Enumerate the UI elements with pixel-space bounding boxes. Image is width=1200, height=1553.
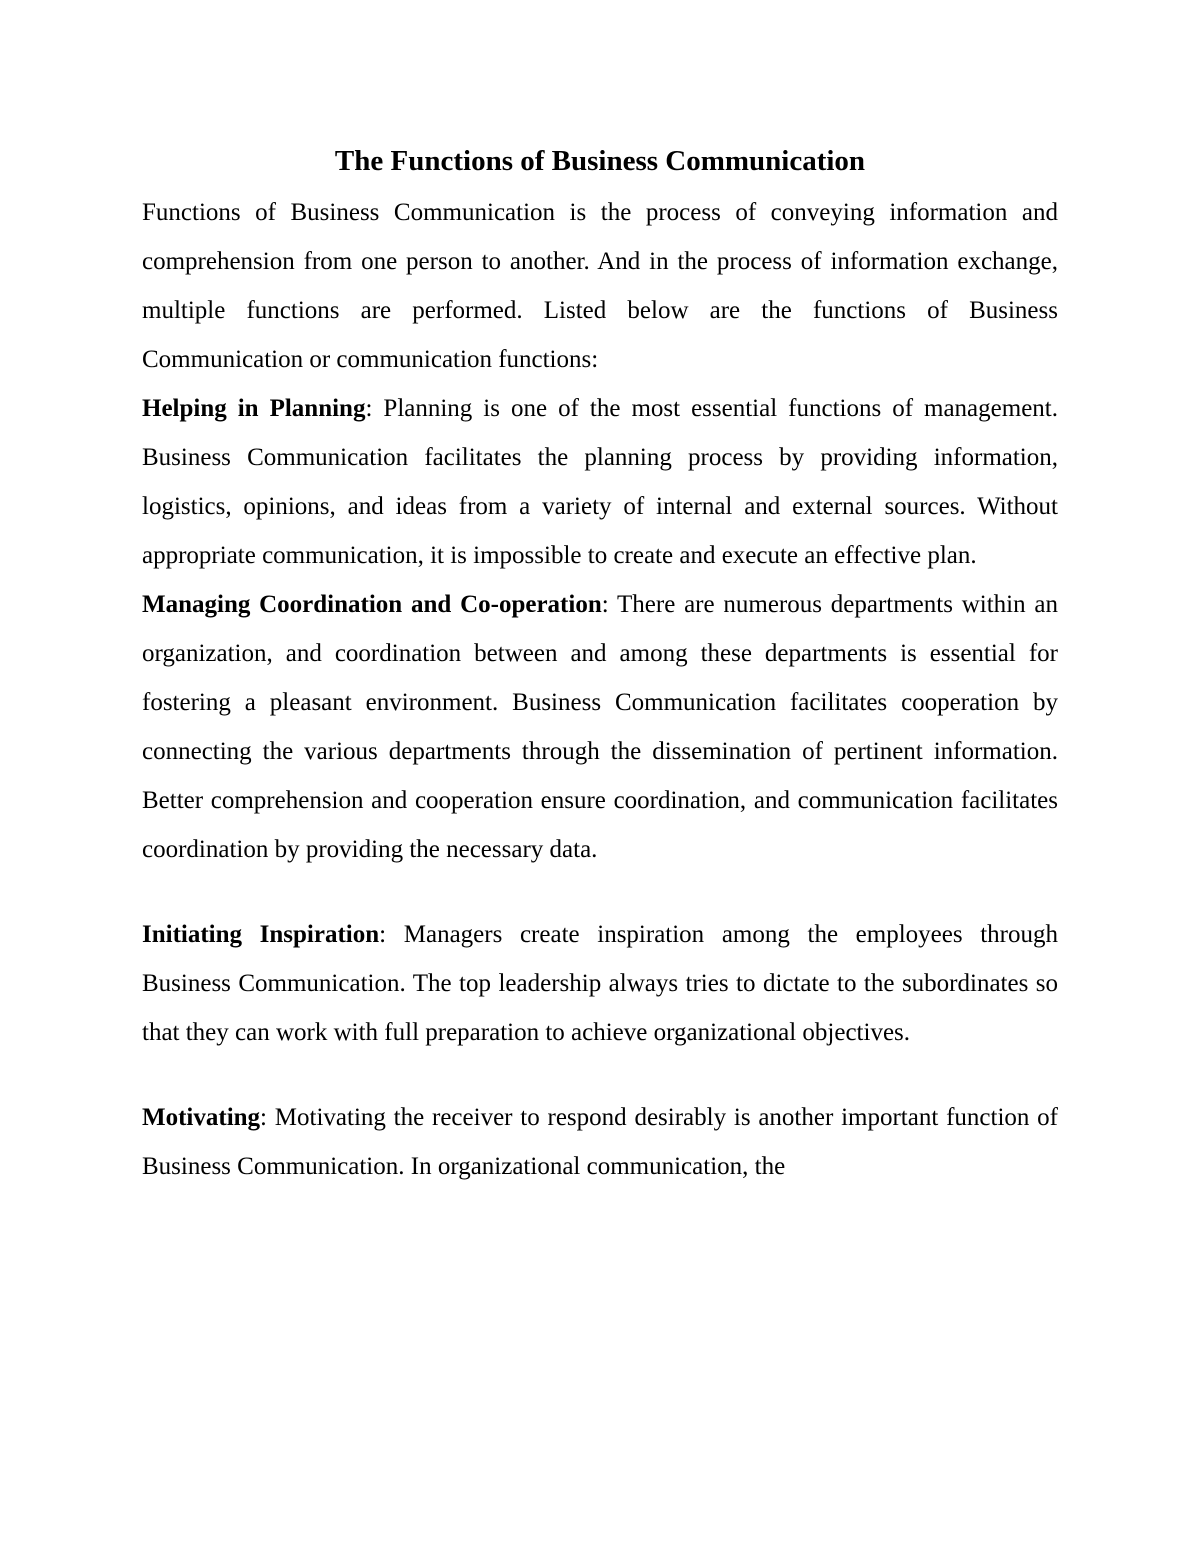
section-text: : There are numerous departments within an organization, and coordination between and among these departments is essential for fostering a pleasant environment. Business Communication facilitates cooperation by connecting the various departments through the dissemination of pertinent information. Better comprehension and cooperation ensure coordination, and communication facilitates coordination by providing the necessary data. bbox=[142, 591, 1058, 863]
section-motivating bbox=[142, 1093, 1058, 1191]
section-helping-in-planning bbox=[142, 384, 1058, 580]
section-managing-coordination bbox=[142, 580, 1058, 874]
section-heading: Initiating Inspiration bbox=[142, 921, 380, 948]
paragraph-spacer bbox=[142, 1057, 1058, 1093]
document-title: The Functions of Business Communication bbox=[334, 145, 866, 177]
document-body bbox=[142, 138, 1058, 1191]
section-heading: Motivating bbox=[142, 1104, 261, 1131]
section-initiating-inspiration bbox=[142, 910, 1058, 1057]
section-text: : Motivating the receiver to respond desirably is another important function of Business Communication. In organizational communication, the bbox=[142, 1104, 1058, 1180]
section-text: : Managers create inspiration among the employees through Business Communication. The top leadership always tries to dictate to the subordinates so that they can work with full preparation to achieve organizational objectives. bbox=[142, 921, 1058, 1046]
intro-paragraph: Functions of Business Communication is the process of conveying information and comprehension from one person to another. And in the process of information exchange, multiple functions are performed. Listed below are the functions of Business Communication or communication functions: bbox=[142, 199, 1058, 373]
section-heading: Helping in Planning bbox=[142, 395, 366, 422]
section-text: : Planning is one of the most essential functions of management. Business Communication facilitates the planning process by providing information, logistics, opinions, and ideas from a variety of internal and external sources. Without appropriate communication, it is impossible to create and execute an effective plan. bbox=[142, 395, 1058, 569]
section-heading: Managing Coordination and Co-operation bbox=[142, 591, 602, 618]
paragraph-spacer bbox=[142, 874, 1058, 910]
